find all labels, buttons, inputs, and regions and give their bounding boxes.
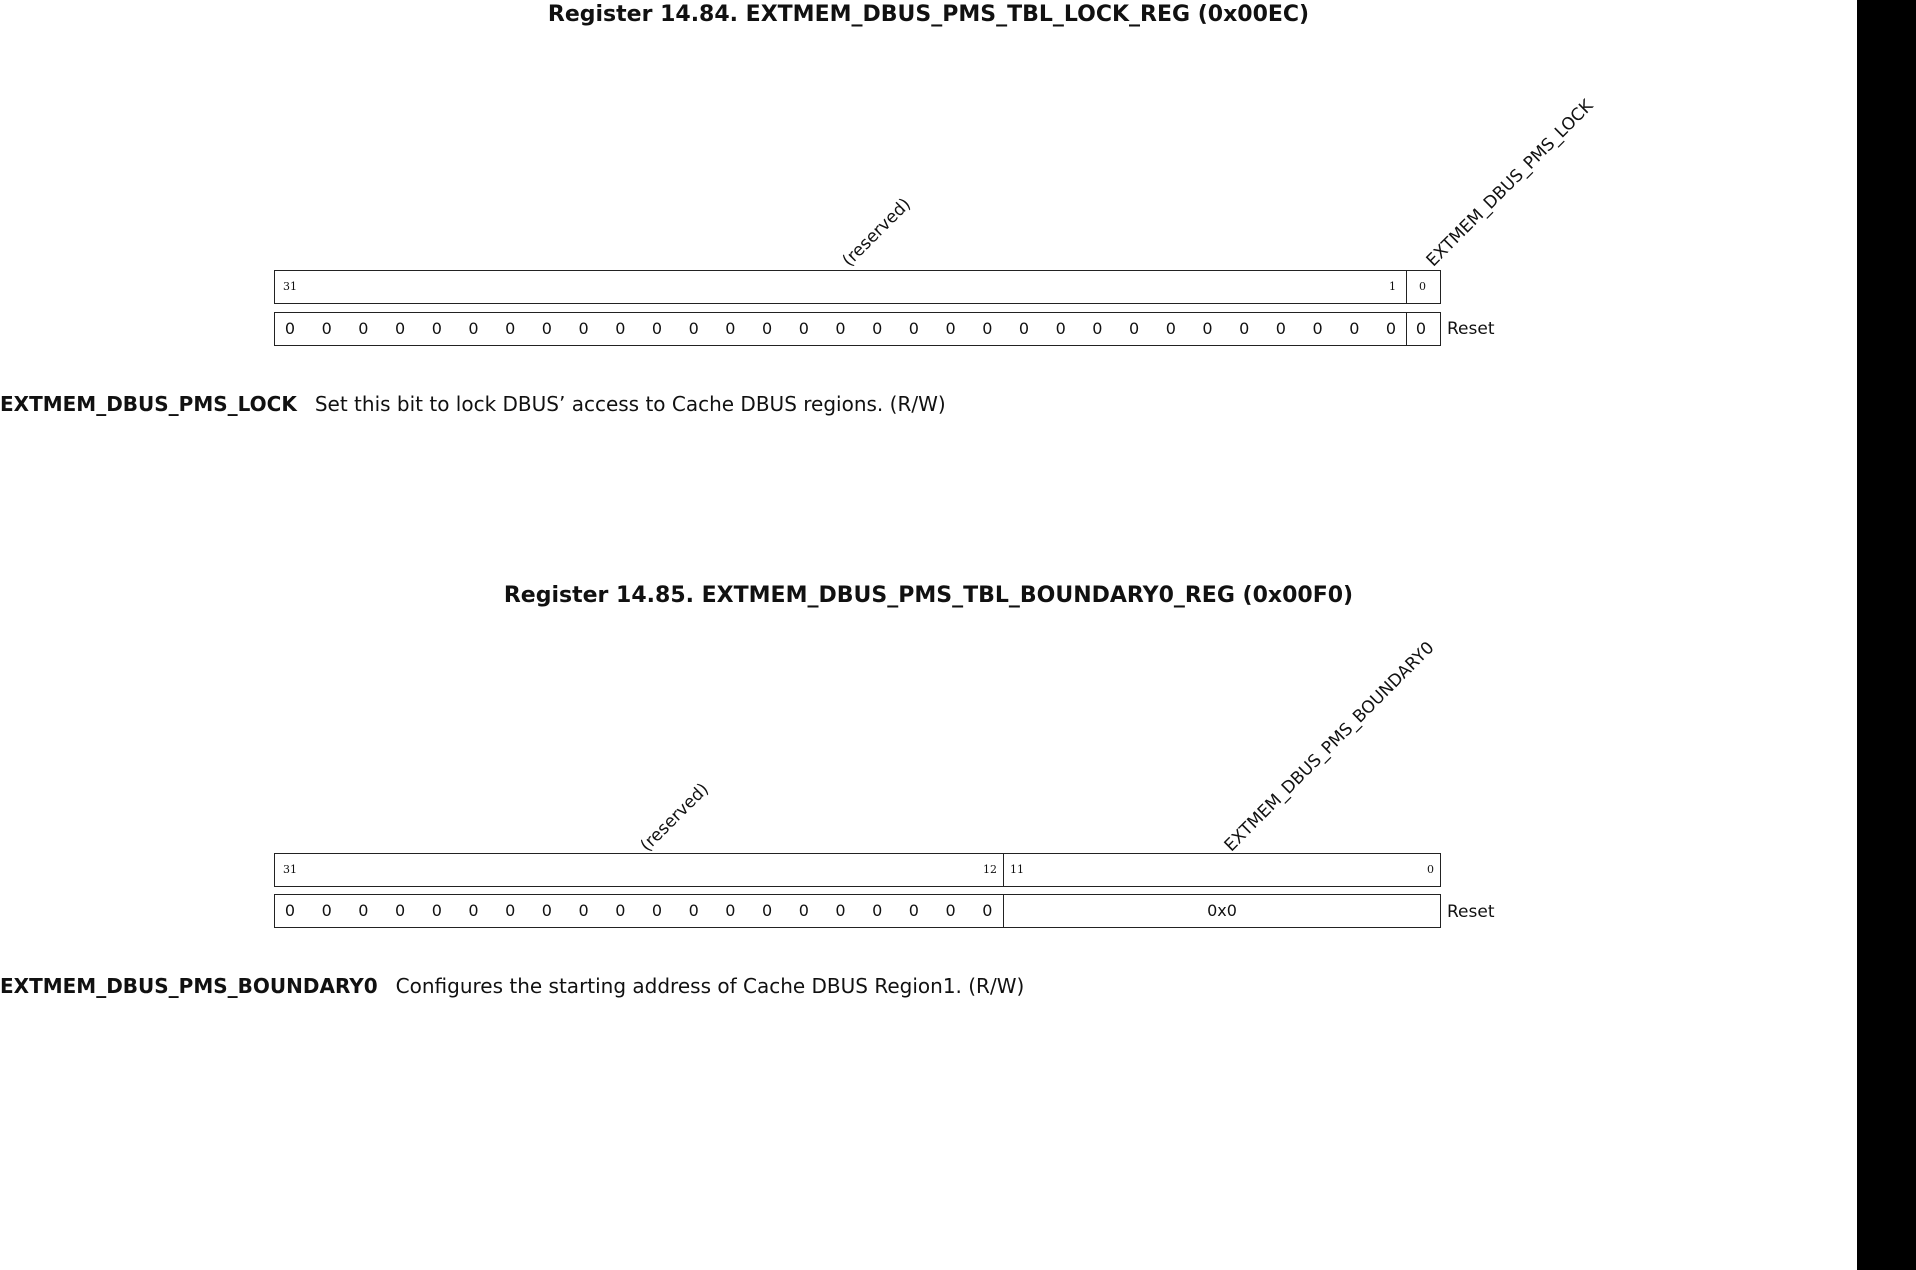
reset-bit-value: 0 xyxy=(1312,319,1323,338)
bit-number-row xyxy=(274,270,1441,304)
reset-bit-value: 0 xyxy=(578,319,589,338)
reset-value-boundary0: 0x0 xyxy=(1207,901,1237,920)
reset-bit-value: 0 xyxy=(908,901,919,920)
reset-bit-value: 0 xyxy=(358,901,369,920)
bit-high-lock: 0 xyxy=(1419,280,1426,293)
reset-bit-value: 0 xyxy=(725,319,736,338)
reset-bit-value: 0 xyxy=(835,901,846,920)
reset-bit-value: 0 xyxy=(908,319,919,338)
reset-bit-value: 0 xyxy=(321,319,332,338)
reset-bit-value: 0 xyxy=(872,901,883,920)
reset-bit-value: 0 xyxy=(1275,319,1286,338)
reset-bit-value: 0 xyxy=(321,901,332,920)
register-title: Register 14.85. EXTMEM_DBUS_PMS_TBL_BOUNDARY0_REG (0x00F0) xyxy=(503,583,1354,608)
field-name-reserved: (reserved) xyxy=(838,194,915,271)
reset-bit-value: 0 xyxy=(688,319,699,338)
reset-bit-value: 0 xyxy=(1239,319,1250,338)
reset-bit-value: 0 xyxy=(872,319,883,338)
reset-bit-value: 0 xyxy=(1202,319,1213,338)
reset-bit-value: 0 xyxy=(284,319,296,338)
field-name-extmem-dbus-pms-boundary0: EXTMEM_DBUS_PMS_BOUNDARY0 xyxy=(1220,637,1439,856)
reset-bit-value: 0 xyxy=(1165,319,1176,338)
reset-value-row xyxy=(274,894,1441,928)
reset-bit-value: 0 xyxy=(1349,319,1360,338)
reset-bit-value: 0 xyxy=(468,901,479,920)
reset-bit-value: 0 xyxy=(505,319,516,338)
bit-low-reserved: 1 xyxy=(1389,280,1396,293)
reset-bit-value: 0 xyxy=(982,319,993,338)
reset-bit-value: 0 xyxy=(358,319,369,338)
reset-bit-value: 0 xyxy=(651,319,663,338)
reset-bit-value: 0 xyxy=(578,901,589,920)
reset-bit-value: 0 xyxy=(468,319,479,338)
reset-bit-value: 0 xyxy=(651,901,663,920)
reset-bit-value: 0 xyxy=(762,319,773,338)
register-14-85 xyxy=(0,583,1857,1183)
reset-bit-value: 0 xyxy=(615,319,626,338)
reset-bit-value: 0 xyxy=(798,901,809,920)
reset-bit-value: 0 xyxy=(1092,319,1103,338)
right-edge-bar xyxy=(1857,0,1916,1270)
bit-low-reserved: 12 xyxy=(983,863,997,876)
field-description xyxy=(0,392,946,416)
reset-bit-value: 0 xyxy=(284,901,296,920)
reset-bit-value: 0 xyxy=(798,319,809,338)
reset-bit-value: 0 xyxy=(395,319,406,338)
reset-bit-value: 0 xyxy=(1385,319,1397,338)
reset-bit-value: 0 xyxy=(541,319,552,338)
reset-bit-value: 0 xyxy=(688,901,699,920)
reset-bit-value: 0 xyxy=(982,901,993,920)
reset-bit-value: 0 xyxy=(541,901,552,920)
field-description xyxy=(0,974,1024,998)
bit-high-reserved: 31 xyxy=(283,863,297,876)
description-text: Set this bit to lock DBUS’ access to Cache DBUS regions. (R/W) xyxy=(314,392,946,416)
register-14-84 xyxy=(0,0,1857,600)
field-name-extmem-dbus-pms-lock: EXTMEM_DBUS_PMS_LOCK xyxy=(1422,96,1598,271)
reset-label: Reset xyxy=(1447,319,1495,339)
reset-bit-value: 0 xyxy=(615,901,626,920)
description-field-name: EXTMEM_DBUS_PMS_LOCK xyxy=(0,392,297,416)
reset-bit-value: 0 xyxy=(1415,319,1427,338)
field-divider xyxy=(1003,854,1004,886)
reset-label: Reset xyxy=(1447,902,1495,922)
reset-bit-value: 0 xyxy=(725,901,736,920)
bit-high-boundary0: 11 xyxy=(1010,863,1024,876)
reset-bit-value: 0 xyxy=(1129,319,1140,338)
reset-bit-value: 0 xyxy=(395,901,406,920)
reset-bit-value: 0 xyxy=(431,319,442,338)
reset-bit-value: 0 xyxy=(945,901,956,920)
field-name-reserved: (reserved) xyxy=(636,779,713,856)
bit-number-row xyxy=(274,853,1441,887)
reset-bit-value: 0 xyxy=(1055,319,1066,338)
reset-bit-value: 0 xyxy=(762,901,773,920)
register-title: Register 14.84. EXTMEM_DBUS_PMS_TBL_LOCK_REG (0x00EC) xyxy=(547,2,1310,27)
field-divider xyxy=(1406,271,1407,303)
bit-high-reserved: 31 xyxy=(283,280,297,293)
bit-low-boundary0: 0 xyxy=(1427,863,1434,876)
reset-bit-value: 0 xyxy=(505,901,516,920)
reset-bit-value: 0 xyxy=(1018,319,1030,338)
description-text: Configures the starting address of Cache DBUS Region1. (R/W) xyxy=(395,974,1025,998)
reset-bit-value: 0 xyxy=(945,319,956,338)
reset-value-row xyxy=(274,312,1441,346)
description-field-name: EXTMEM_DBUS_PMS_BOUNDARY0 xyxy=(0,974,378,998)
reset-bit-value: 0 xyxy=(835,319,846,338)
reset-bit-value: 0 xyxy=(431,901,442,920)
